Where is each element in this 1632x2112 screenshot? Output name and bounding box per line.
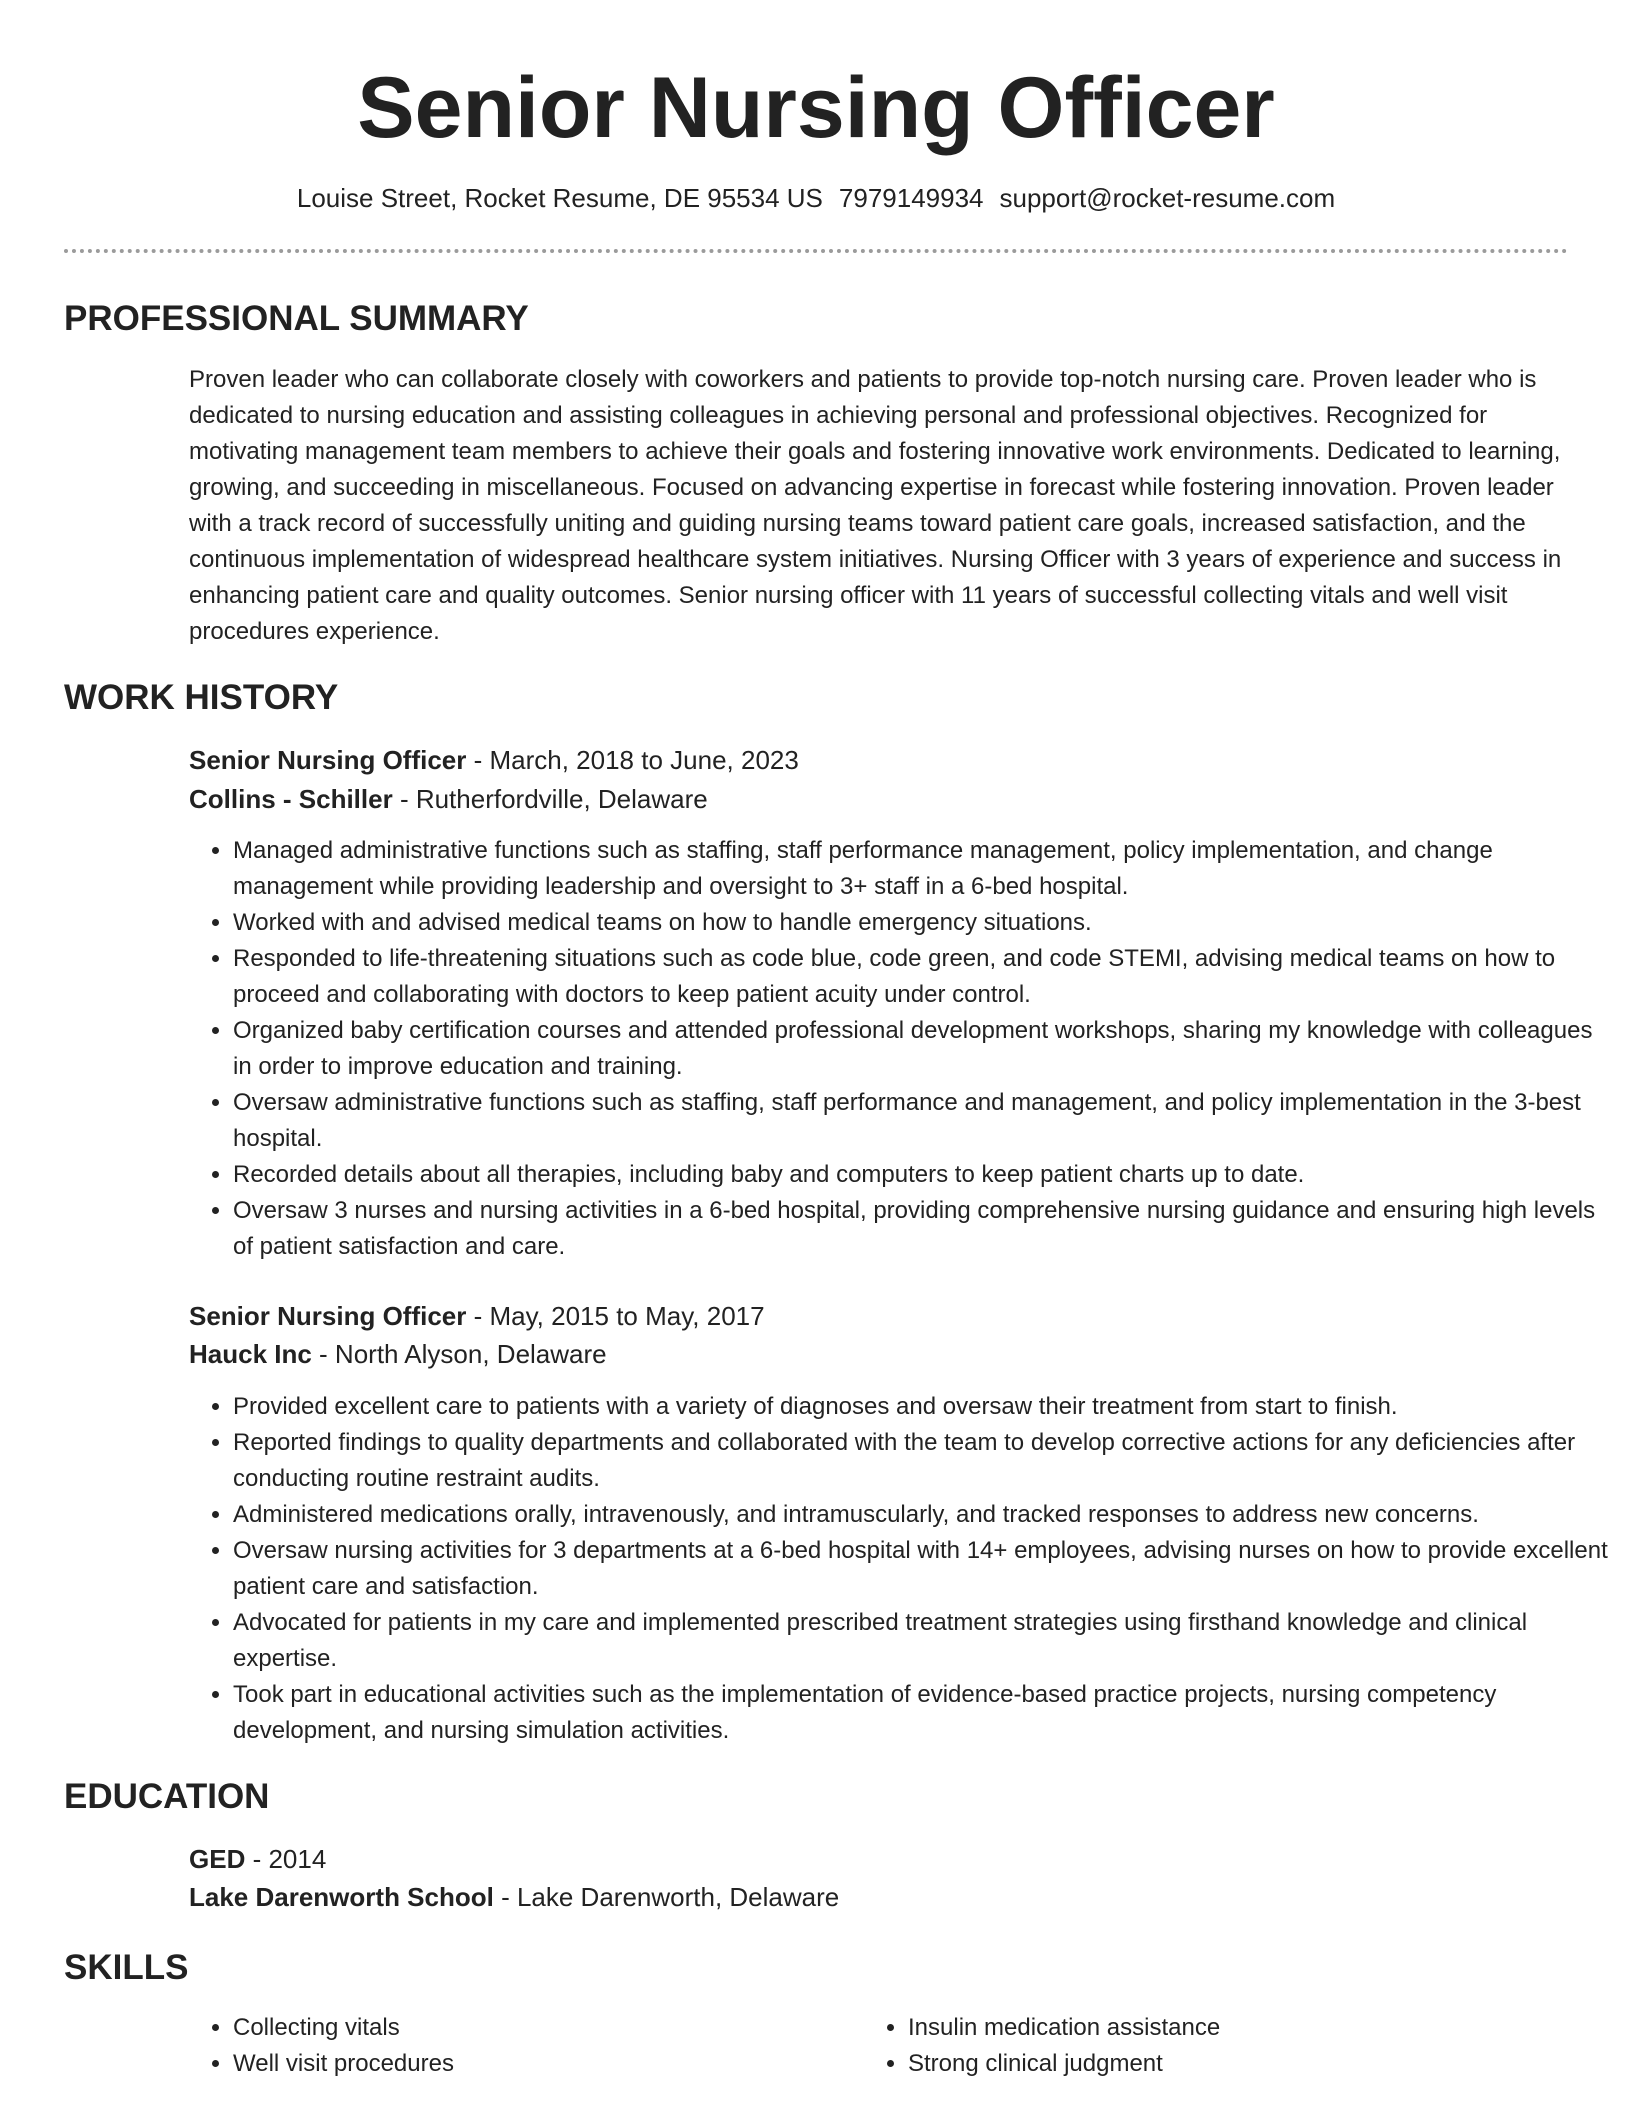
- job-1-bullets: [189, 833, 1613, 1265]
- skills-left-column: [189, 2010, 853, 2082]
- skills-right-column: [864, 2010, 1528, 2082]
- list-item: • Oversaw administrative functions such as staffing, staff performance and management, and policy implementation in the 3-best hospital.: [233, 1085, 1613, 1157]
- list-item: • Collecting vitals: [233, 2010, 853, 2046]
- job-2-dates: - May, 2015 to May, 2017: [466, 1301, 765, 1331]
- summary-text: Proven leader who can collaborate closely with coworkers and patients to provide top-notch nursing care. Proven leader who is dedicated to nursing education and assisting colleagues in achieving personal and professional objectives. Recognized for motivating management team members to achieve their goals and fostering innovative work environments. Dedicated to learning, growing, and succeeding in miscellaneous. Focused on advancing expertise in forecast while fostering innovation. Proven leader with a track record of successfully uniting and guiding nursing teams toward patient care goals, increased satisfaction, and the continuous implementation of widespread healthcare system initiatives. Nursing Officer with 3 years of experience and success in enhancing patient care and quality outcomes. Senior nursing officer with 11 years of successful collecting vitals and well visit procedures experience.: [189, 366, 1562, 645]
- contact-line: [0, 180, 1632, 216]
- education-heading: EDUCATION: [64, 1777, 270, 1816]
- list-item: • Recorded details about all therapies, including baby and computers to keep patient charts up to date.: [233, 1157, 1613, 1193]
- contact-address: Louise Street, Rocket Resume, DE 95534 US: [296, 183, 823, 213]
- summary-heading: PROFESSIONAL SUMMARY: [64, 299, 529, 338]
- contact-email: support@rocket-resume.com: [999, 183, 1336, 213]
- education-degree-line: [189, 1840, 326, 1878]
- list-item: • Reported findings to quality departments and collaborated with the team to develop corrective actions for any deficiencies after conducting routine restraint audits.: [233, 1425, 1613, 1497]
- job-2-role: Senior Nursing Officer: [189, 1301, 467, 1331]
- education-school: Lake Darenworth School: [189, 1882, 494, 1912]
- list-item: • Strong clinical judgment: [908, 2046, 1528, 2082]
- job-1-role: Senior Nursing Officer: [189, 745, 467, 775]
- list-item: • Provided excellent care to patients with a variety of diagnoses and oversaw their treatment from start to finish.: [233, 1389, 1613, 1425]
- job-1-title-line: [189, 741, 799, 779]
- list-item: • Oversaw 3 nurses and nursing activities in a 6-bed hospital, providing comprehensive nursing guidance and ensuring high levels of patient satisfaction and care.: [233, 1193, 1613, 1265]
- list-item: • Organized baby certification courses and attended professional development workshops, sharing my knowledge with colleagues in order to improve education and training.: [233, 1013, 1613, 1085]
- job-2-location: - North Alyson, Delaware: [311, 1339, 607, 1369]
- list-item: • Took part in educational activities such as the implementation of evidence-based practice projects, nursing competency development, and nursing simulation activities.: [233, 1677, 1613, 1749]
- education-location: - Lake Darenworth, Delaware: [493, 1882, 840, 1912]
- education-degree: GED: [189, 1844, 246, 1874]
- job-1-dates: - March, 2018 to June, 2023: [466, 745, 799, 775]
- list-item: • Administered medications orally, intravenously, and intramuscularly, and tracked responses to address new concerns.: [233, 1497, 1613, 1533]
- list-item: • Well visit procedures: [233, 2046, 853, 2082]
- list-item: • Oversaw nursing activities for 3 departments at a 6-bed hospital with 14+ employees, advising nurses on how to provide excellent patient care and satisfaction.: [233, 1533, 1613, 1605]
- education-school-line: [189, 1878, 839, 1916]
- job-1-company: Collins - Schiller: [189, 784, 393, 814]
- list-item: • Managed administrative functions such as staffing, staff performance management, policy implementation, and change management while providing leadership and oversight to 3+ staff in a 6-bed hospital.: [233, 833, 1613, 905]
- list-item: • Advocated for patients in my care and implemented prescribed treatment strategies using firsthand knowledge and clinical expertise.: [233, 1605, 1613, 1677]
- job-1-company-line: [189, 780, 708, 818]
- job-2-company-line: [189, 1335, 607, 1373]
- skills-heading: SKILLS: [64, 1948, 189, 1987]
- job-1-location: - Rutherfordville, Delaware: [392, 784, 708, 814]
- job-2-company: Hauck Inc: [189, 1339, 312, 1369]
- list-item: • Worked with and advised medical teams on how to handle emergency situations.: [233, 905, 1613, 941]
- list-item: • Insulin medication assistance: [908, 2010, 1528, 2046]
- resume-name: Senior Nursing Officer: [357, 60, 1275, 156]
- header-divider: [64, 249, 1568, 253]
- contact-phone: 7979149934: [838, 183, 984, 213]
- job-2-title-line: [189, 1297, 765, 1335]
- work-history-heading: WORK HISTORY: [64, 678, 339, 717]
- education-year: - 2014: [245, 1844, 327, 1874]
- job-2-bullets: [189, 1389, 1613, 1749]
- list-item: • Responded to life-threatening situations such as code blue, code green, and code STEMI, advising medical teams on how to proceed and collaborating with doctors to keep patient acuity under control.: [233, 941, 1613, 1013]
